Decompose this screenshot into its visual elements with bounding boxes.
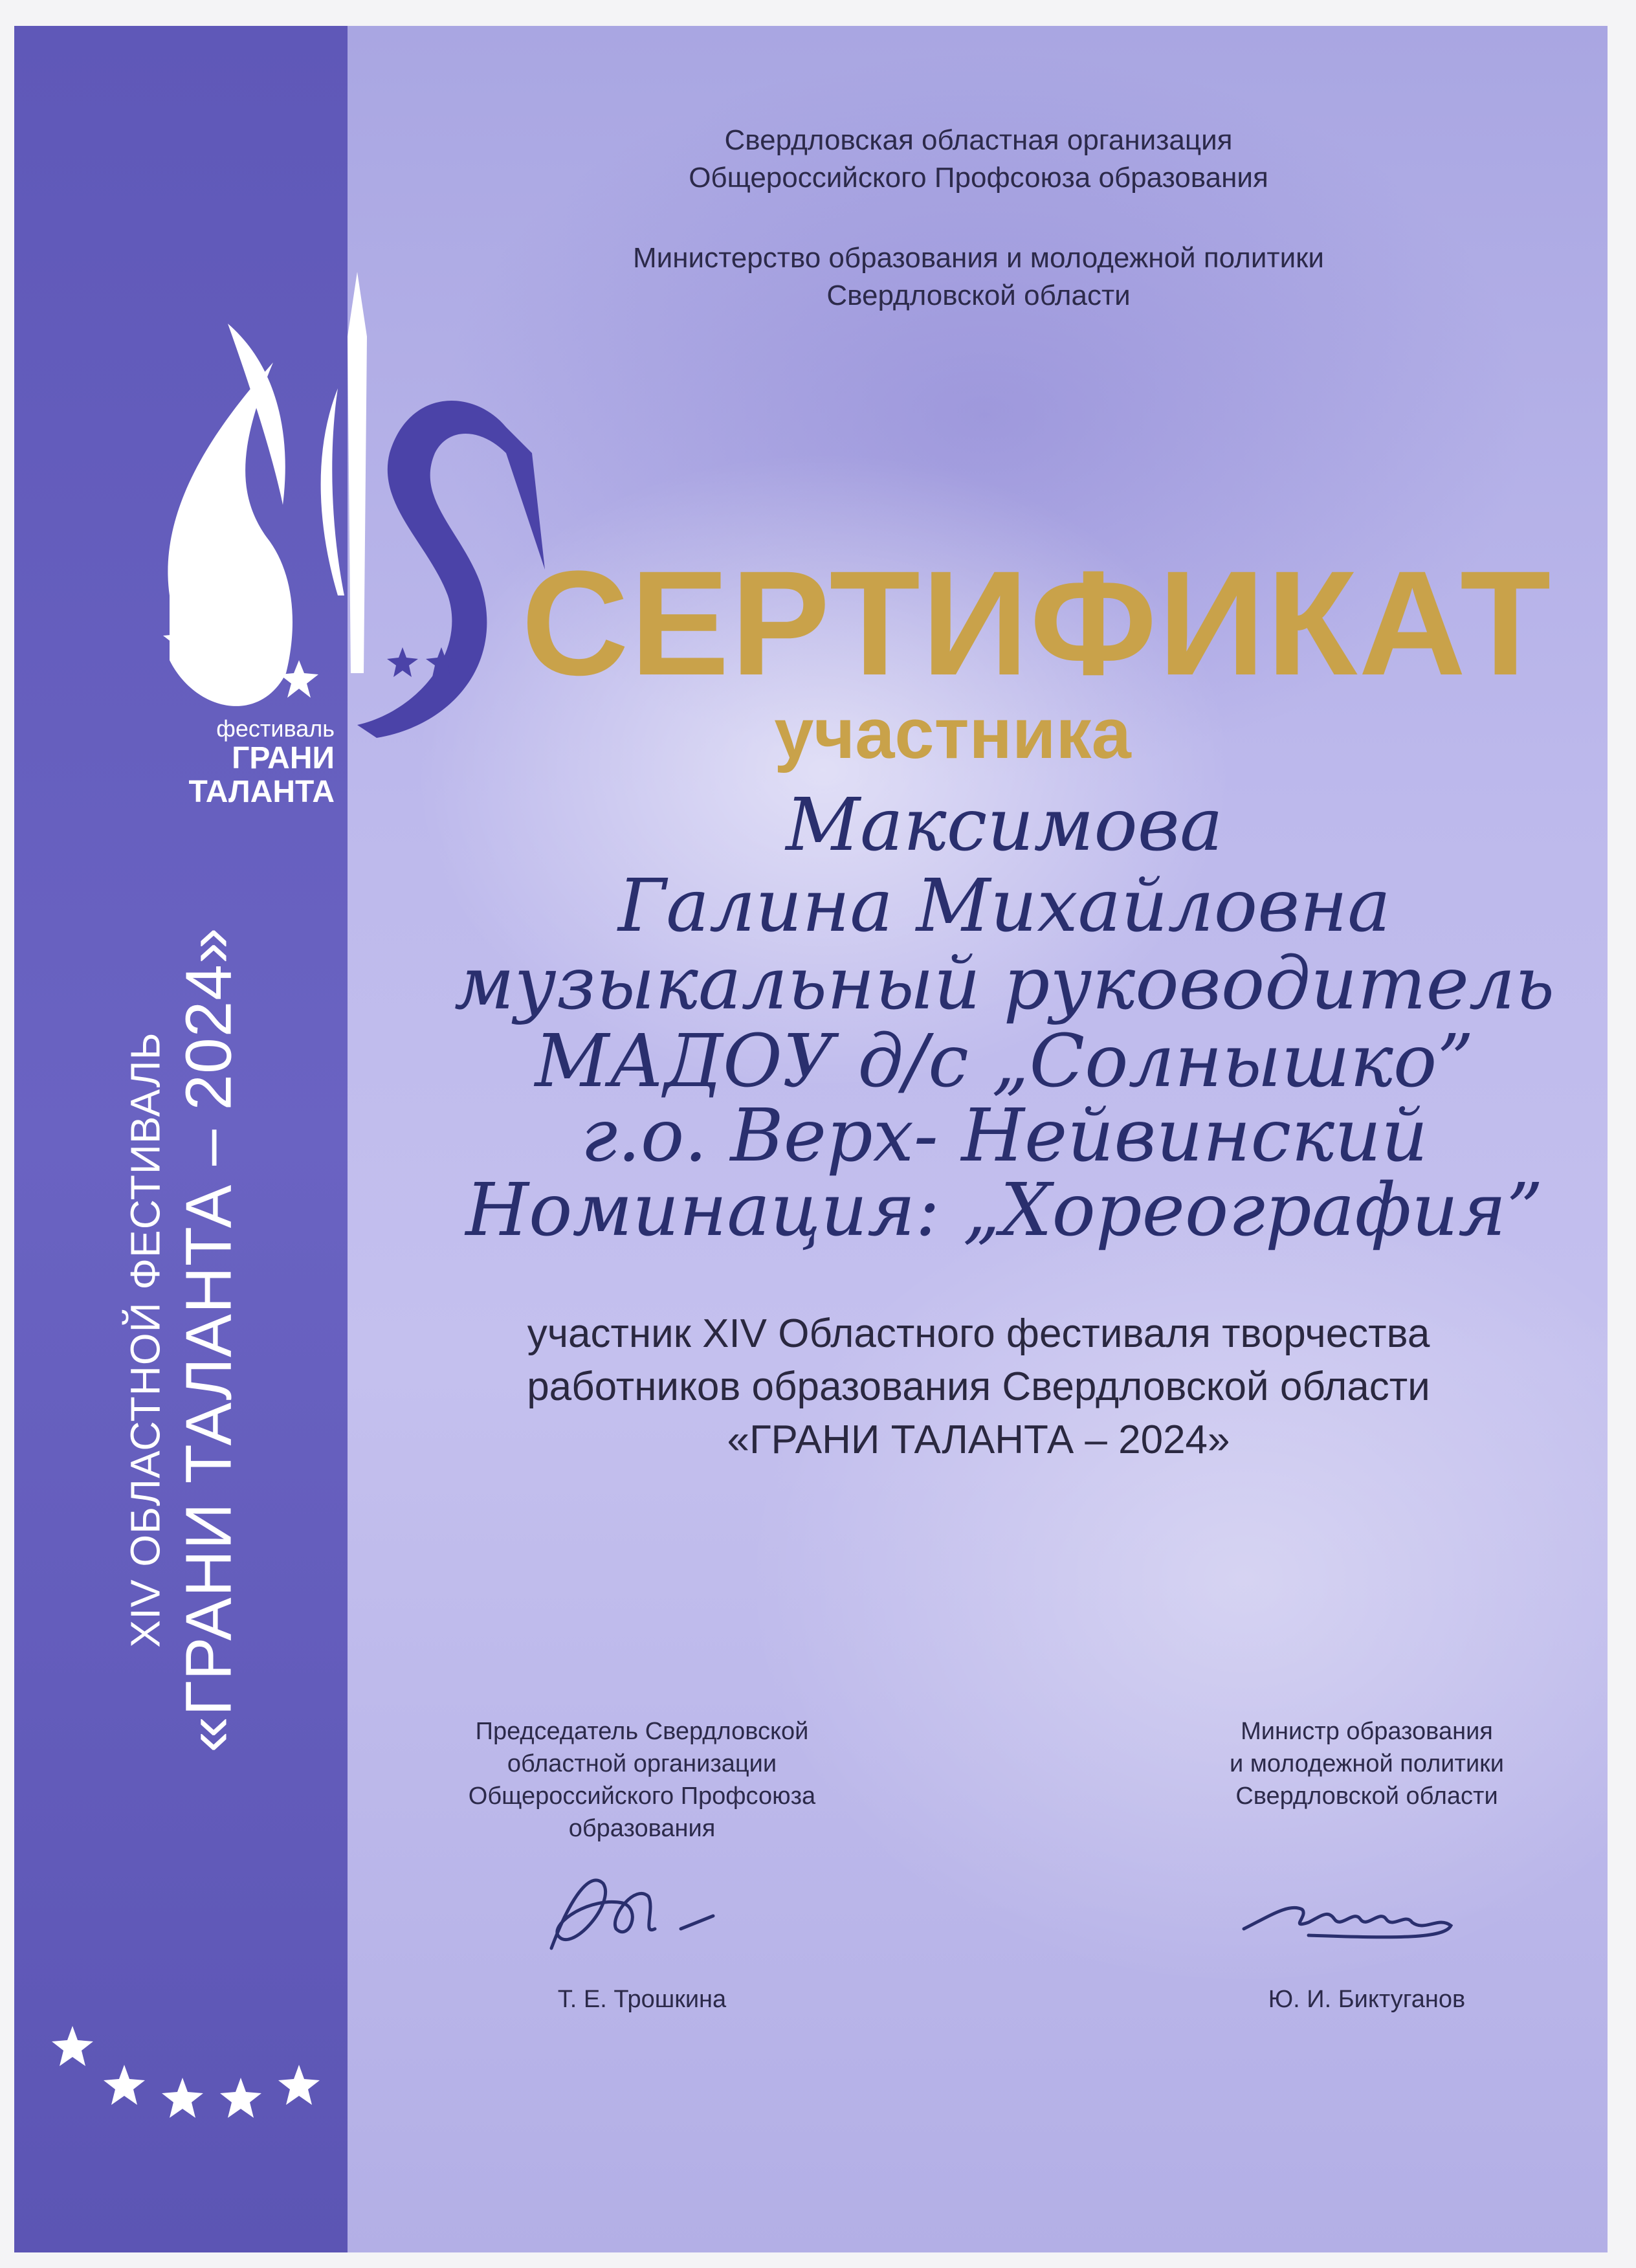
- logo-caption-line-2: ТАЛАНТА: [188, 775, 335, 809]
- statement-line-1: участник XIV Областного фестиваля творчества: [527, 1311, 1430, 1356]
- statement-line-3: «ГРАНИ ТАЛАНТА – 2024»: [727, 1418, 1230, 1462]
- right-role-line-2: и молодежной политики: [1229, 1750, 1505, 1777]
- handwritten-surname: Максимова: [786, 783, 1223, 867]
- logo-swan: [357, 401, 545, 738]
- ministry-line-2: Свердловской области: [826, 280, 1131, 311]
- handwritten-position: музыкальный руководитель: [454, 942, 1555, 1026]
- participation-statement: [351, 1307, 1606, 1467]
- certificate-subtitle: участника: [774, 694, 1131, 773]
- right-role-line-1: Министр образования: [1241, 1718, 1493, 1745]
- sidebar-festival-title: [122, 927, 247, 1752]
- sidebar-stars-decoration: [47, 2019, 344, 2175]
- organization-line-1: Свердловская областная организация: [724, 124, 1233, 156]
- logo-pen: [348, 272, 367, 673]
- right-role-line-3: Свердловской области: [1235, 1783, 1498, 1810]
- statement-line-2: работников образования Свердловской области: [527, 1364, 1430, 1409]
- handwritten-institution: МАДОУ д/с „Солнышко”: [535, 1019, 1474, 1104]
- handwritten-name: Галина Михайловна: [618, 864, 1391, 948]
- ministry-block: [351, 239, 1606, 315]
- left-role-line-3: Общероссийского Профсоюза: [468, 1783, 816, 1810]
- left-role-line-1: Председатель Свердловской: [475, 1718, 809, 1745]
- left-role-line-2: областной организации: [507, 1750, 777, 1777]
- certificate-title: СЕРТИФИКАТ: [521, 540, 1553, 706]
- certificate-sheet: [14, 26, 1608, 2252]
- right-signatory-name: Ю. И. Биктуганов: [1268, 1986, 1466, 2013]
- sidebar-line-2: «ГРАНИ ТАЛАНТА – 2024»: [172, 927, 245, 1753]
- right-signatory-role: [1179, 1715, 1554, 1812]
- handwritten-nomination: Номинация: „Хореография”: [465, 1168, 1543, 1252]
- logo-brush: [321, 388, 344, 595]
- left-role-line-4: образования: [568, 1815, 716, 1842]
- left-signatory-role: [415, 1715, 868, 1845]
- organization-block: [351, 122, 1606, 197]
- organization-line-2: Общероссийского Профсоюза образования: [689, 162, 1268, 194]
- logo-caption-line-1: ГРАНИ: [232, 741, 335, 775]
- sidebar-line-1: XIV ОБЛАСТНОЙ ФЕСТИВАЛЬ: [122, 1032, 169, 1648]
- left-signature: [532, 1858, 752, 1974]
- right-signature: [1231, 1877, 1477, 1955]
- ministry-line-1: Министерство образования и молодежной политики: [632, 242, 1324, 274]
- logo-caption: [153, 717, 335, 808]
- handwritten-city: г.о. Верх- Нейвинский: [580, 1094, 1428, 1178]
- logo-caption-small: фестиваль: [216, 715, 335, 742]
- left-signatory-name: Т. Е. Трошкина: [557, 1986, 727, 2013]
